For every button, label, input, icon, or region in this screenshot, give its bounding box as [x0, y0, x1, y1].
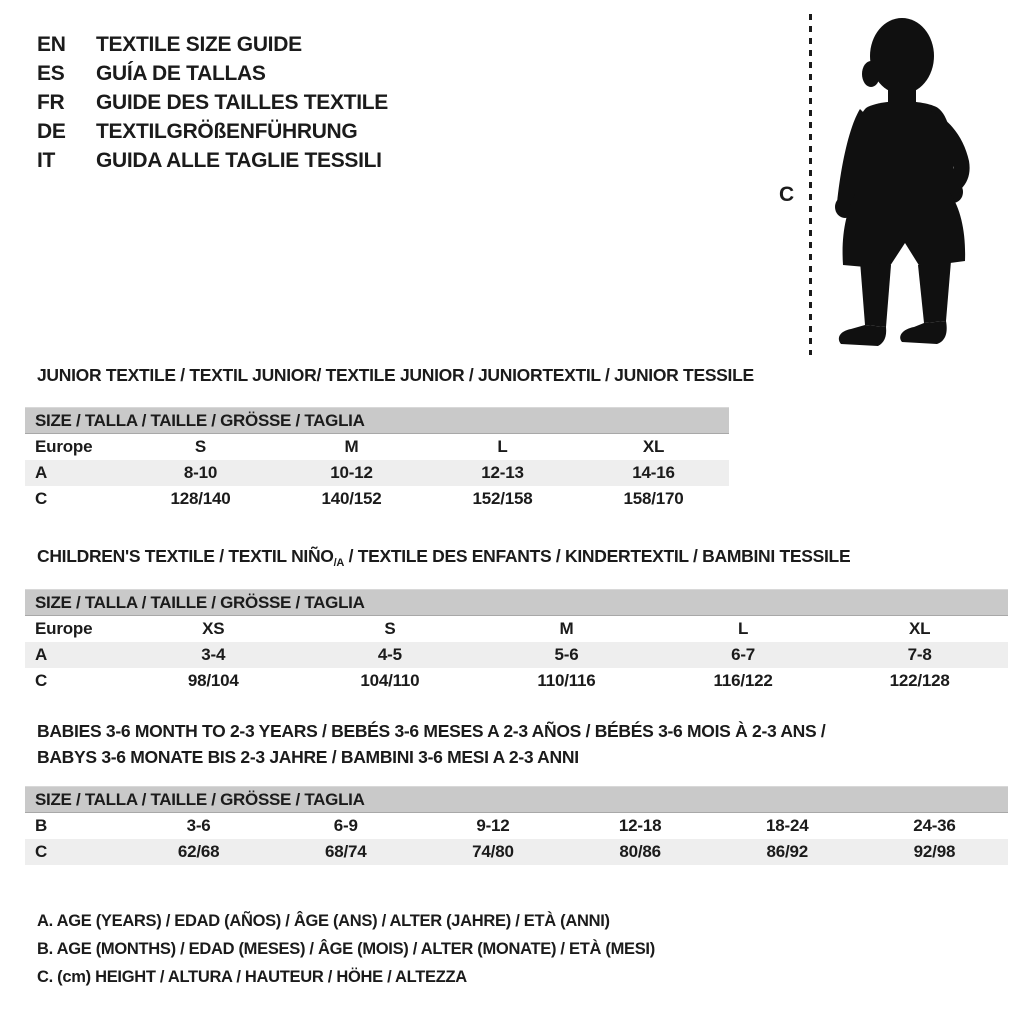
table-row-height — [25, 486, 729, 512]
row-label: C — [35, 671, 48, 690]
height-dotted-line — [809, 14, 812, 355]
language-row-fr — [37, 88, 388, 117]
table-cell: 128/140 — [170, 489, 231, 508]
language-row-es — [37, 59, 388, 88]
table-cell: 3-6 — [186, 816, 211, 835]
table-row-europe — [25, 434, 729, 460]
junior-section-heading: JUNIOR TEXTILE / TEXTIL JUNIOR/ TEXTILE JUNIOR / JUNIORTEXTIL / JUNIOR TESSILE — [37, 365, 754, 385]
table-row-age-months — [25, 813, 1008, 839]
table-row-height — [25, 668, 1008, 694]
children-size-table — [25, 589, 1008, 694]
table-cell: XL — [642, 437, 665, 456]
table-cell: 140/152 — [321, 489, 382, 508]
footnote-a: A. AGE (YEARS) / EDAD (AÑOS) / ÂGE (ANS) / ALTER (JAHRE) / ETÀ (ANNI) — [37, 912, 610, 930]
table-cell: 110/116 — [537, 671, 596, 690]
table-cell: L — [497, 437, 508, 456]
table-cell: M — [559, 619, 574, 638]
table-cell: 98/104 — [187, 671, 239, 690]
toddler-silhouette-icon — [818, 10, 990, 360]
table-row-age — [25, 460, 729, 486]
language-label: GUIDE DES TAILLES TEXTILE — [96, 90, 388, 114]
size-table-header: SIZE / TALLA / TAILLE / GRÖSSE / TAGLIA — [25, 589, 1008, 616]
table-cell: 62/68 — [177, 842, 220, 861]
table-cell: 10-12 — [330, 463, 373, 482]
language-title-block — [37, 30, 388, 175]
table-row-age — [25, 642, 1008, 668]
row-label: A — [35, 645, 48, 664]
table-cell: 122/128 — [889, 671, 950, 690]
language-label: TEXTILE SIZE GUIDE — [96, 32, 302, 56]
language-label: TEXTILGRÖßENFÜHRUNG — [96, 119, 358, 143]
table-cell: 4-5 — [377, 645, 402, 664]
row-label: C — [35, 842, 48, 861]
table-cell: 5-6 — [554, 645, 579, 664]
table-cell: 104/110 — [360, 671, 420, 690]
row-label: C — [35, 489, 48, 508]
children-heading-main: CHILDREN'S TEXTILE / TEXTIL NIÑO — [37, 546, 334, 566]
table-cell: 80/86 — [619, 842, 661, 861]
table-cell: 116/122 — [713, 671, 773, 690]
footnotes-block — [37, 907, 655, 991]
table-cell: XS — [202, 619, 225, 638]
table-cell: 6-7 — [731, 645, 756, 664]
language-label: GUIDA ALLE TAGLIE TESSILI — [96, 148, 382, 172]
children-heading-rest: / TEXTILE DES ENFANTS / KINDERTEXTIL / BAMBINI TESSILE — [344, 546, 851, 566]
language-row-it — [37, 146, 388, 175]
table-cell: S — [194, 437, 207, 456]
table-cell: 9-12 — [476, 816, 510, 835]
row-label: Europe — [35, 619, 93, 638]
table-cell: 18-24 — [766, 816, 809, 835]
language-code: DE — [37, 119, 66, 143]
table-cell: 3-4 — [201, 645, 226, 664]
language-label: GUÍA DE TALLAS — [96, 61, 266, 85]
table-cell: 74/80 — [472, 842, 514, 861]
table-cell: 7-8 — [907, 645, 932, 664]
language-row-de — [37, 117, 388, 146]
table-cell: 92/98 — [913, 842, 956, 861]
table-cell: S — [384, 619, 396, 638]
size-table-header: SIZE / TALLA / TAILLE / GRÖSSE / TAGLIA — [25, 786, 1008, 813]
footnote-c: C. (cm) HEIGHT / ALTURA / HAUTEUR / HÖHE / ALTEZZA — [37, 968, 467, 986]
table-cell: 24-36 — [913, 816, 956, 835]
table-cell: L — [737, 619, 749, 638]
table-cell: XL — [909, 619, 931, 638]
table-cell: 68/74 — [324, 842, 367, 861]
children-heading-subscript: /A — [333, 557, 345, 569]
table-cell: 12-13 — [481, 463, 524, 482]
babies-size-table — [25, 786, 1008, 865]
language-code: FR — [37, 90, 65, 114]
language-code: IT — [37, 148, 56, 172]
junior-size-table — [25, 407, 729, 512]
footnote-b: B. AGE (MONTHS) / EDAD (MESES) / ÂGE (MOIS) / ALTER (MONATE) / ETÀ (MESI) — [37, 940, 655, 958]
table-row-europe — [25, 616, 1008, 642]
row-label: Europe — [35, 437, 93, 456]
table-cell: 86/92 — [766, 842, 809, 861]
table-cell: 8-10 — [183, 463, 218, 482]
row-label: B — [35, 816, 48, 835]
table-cell: 14-16 — [632, 463, 675, 482]
language-code: ES — [37, 61, 65, 85]
language-row-en — [37, 30, 388, 59]
table-cell: M — [344, 437, 359, 456]
height-measure-label: C — [779, 183, 795, 206]
table-cell: 12-18 — [618, 816, 662, 835]
table-row-height — [25, 839, 1008, 865]
table-cell: 152/158 — [472, 489, 533, 508]
table-cell: 6-9 — [333, 816, 358, 835]
row-label: A — [35, 463, 48, 482]
babies-section-heading-line2: BABYS 3-6 MONATE BIS 2-3 JAHRE / BAMBINI 3-6 MESI A 2-3 ANNI — [37, 747, 579, 767]
size-table-header: SIZE / TALLA / TAILLE / GRÖSSE / TAGLIA — [25, 407, 729, 434]
babies-section-heading-line1: BABIES 3-6 MONTH TO 2-3 YEARS / BEBÉS 3-6 MESES A 2-3 AÑOS / BÉBÉS 3-6 MOIS À 2-3 ANS / — [37, 721, 826, 741]
language-code: EN — [37, 32, 66, 56]
table-cell: 158/170 — [623, 489, 684, 508]
children-section-heading — [37, 546, 850, 569]
